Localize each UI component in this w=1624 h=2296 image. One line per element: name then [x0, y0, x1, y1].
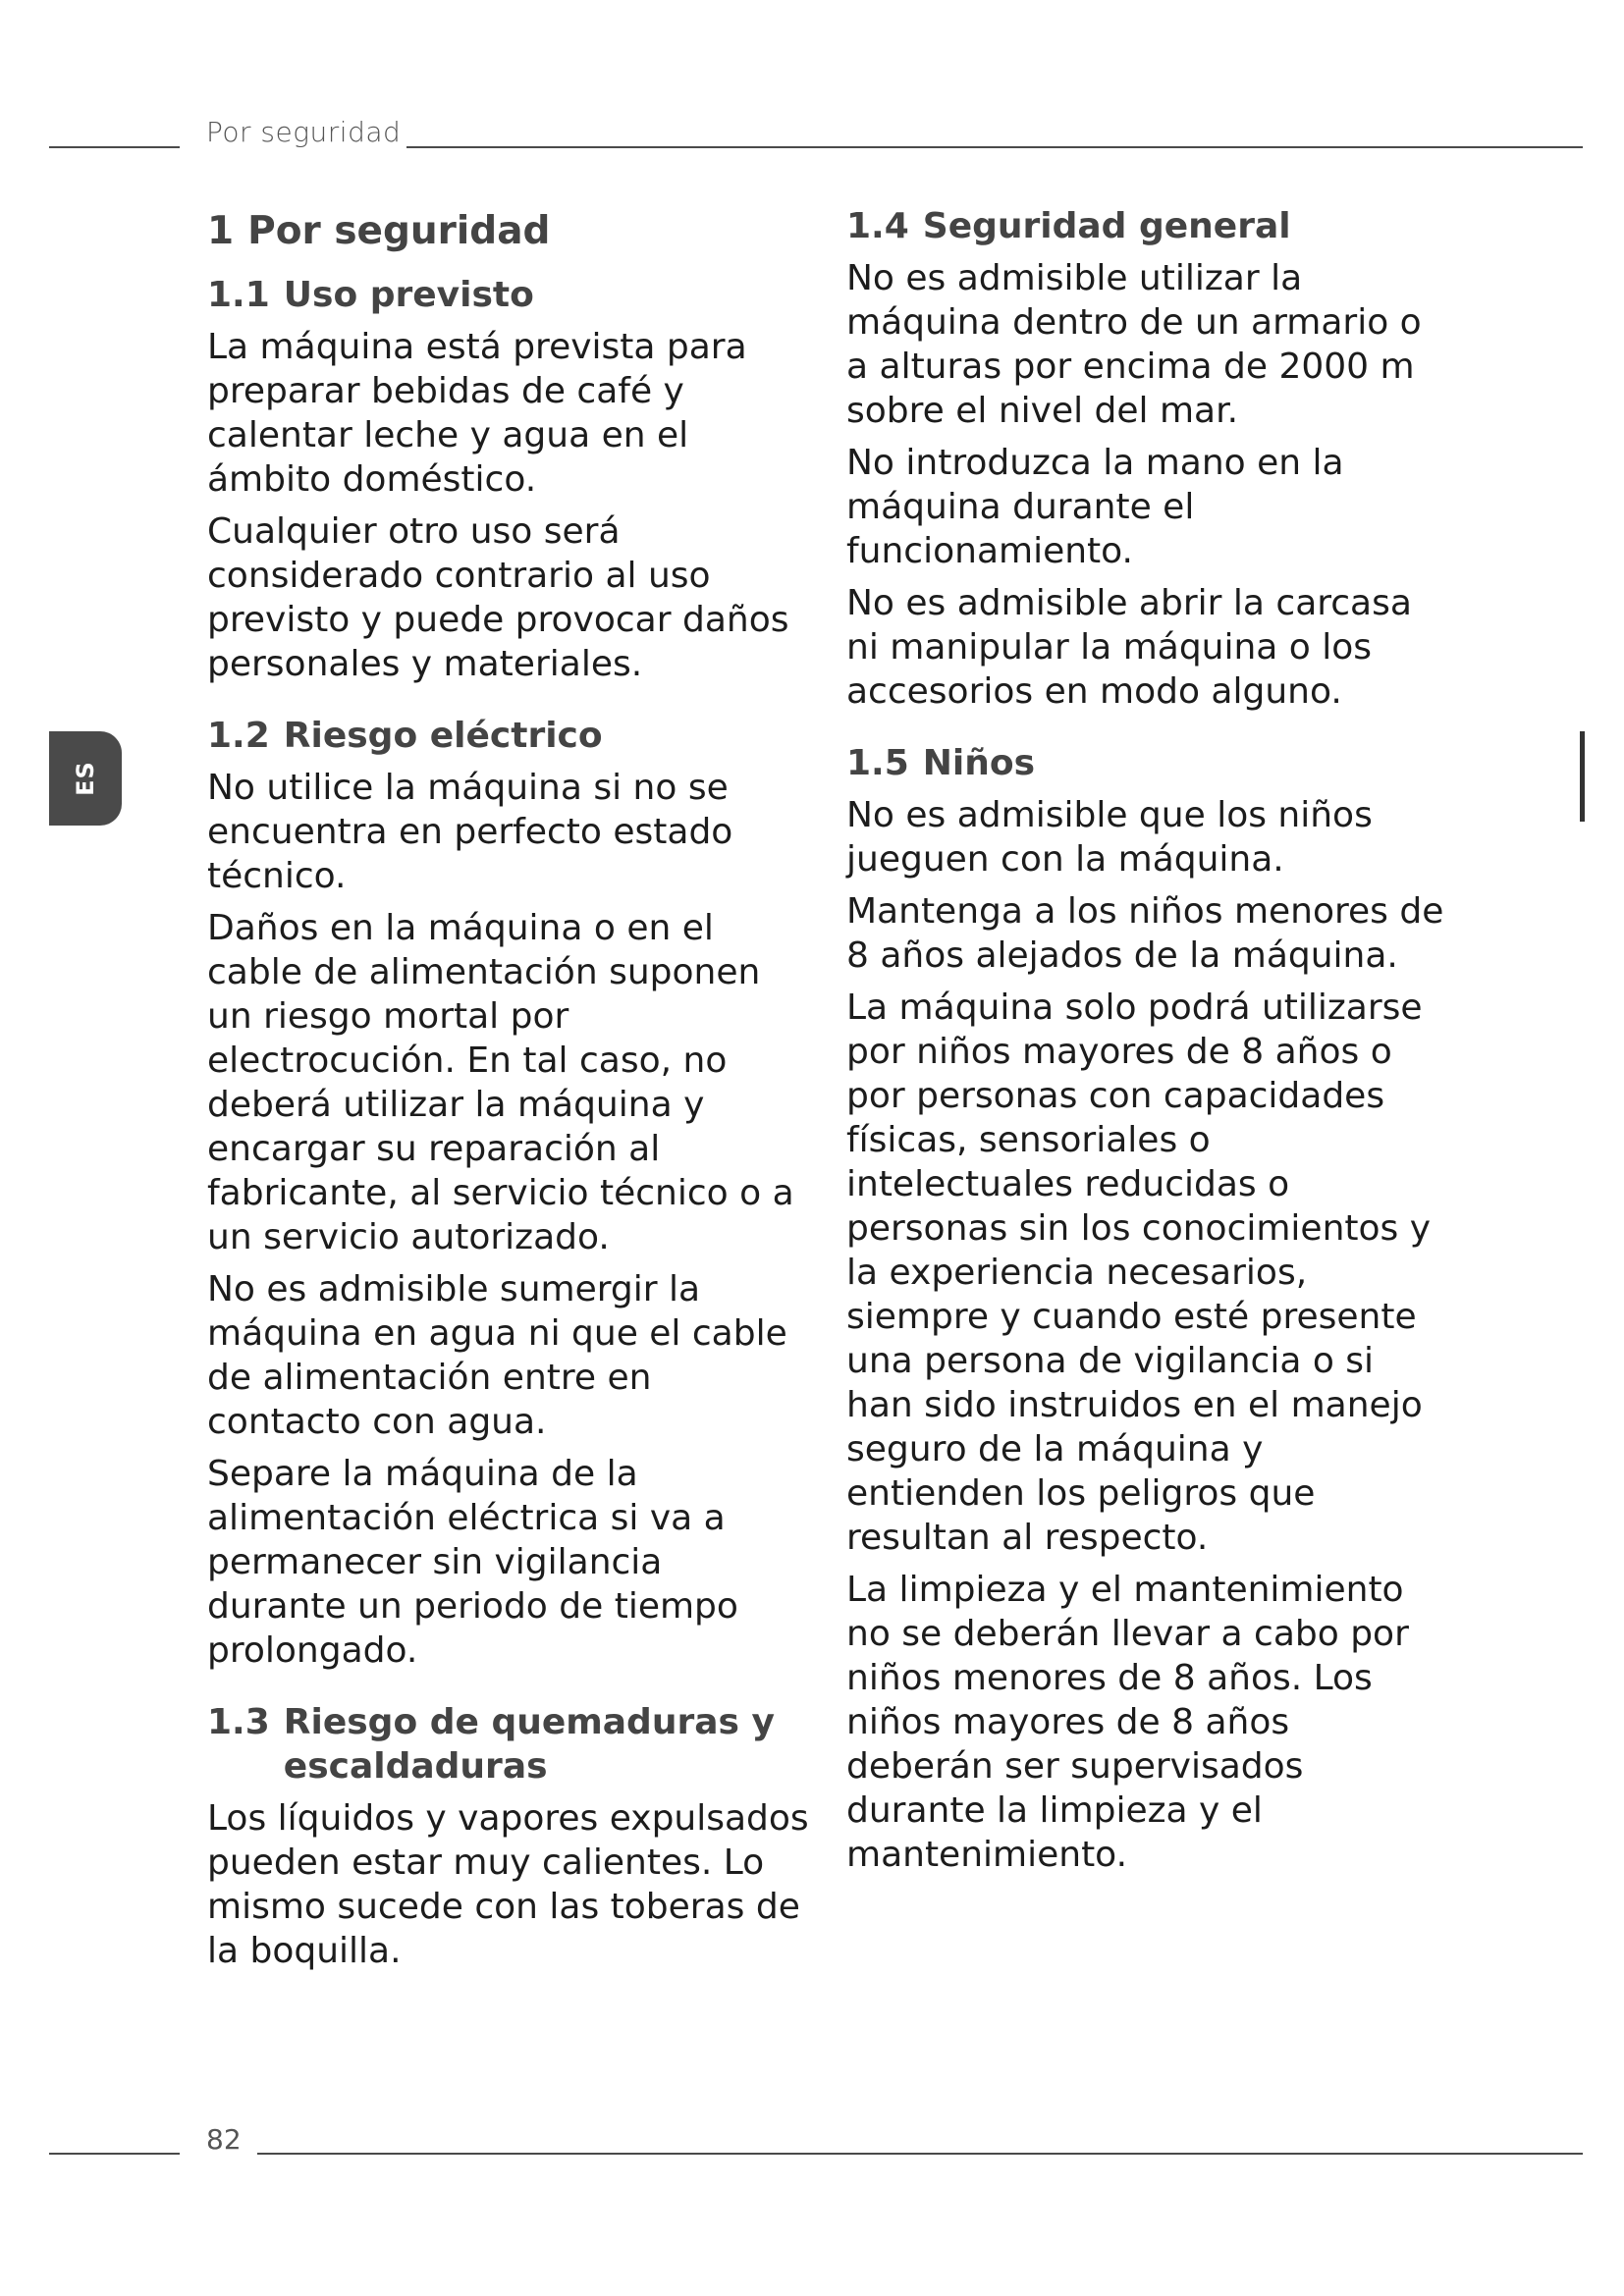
section-number: 1.4	[846, 206, 909, 246]
page-number: 82	[206, 2123, 242, 2156]
paragraph: No es admisible sumergir la máquina en agua ni que el cable de alimentación entre en contacto con agua.	[207, 1269, 787, 1442]
section-number: 1.1	[207, 275, 270, 315]
paragraph: Separe la máquina de la alimentación eléctrica si va a permanecer sin vigilancia durante un periodo de tiempo prolongado.	[207, 1454, 738, 1671]
running-header-title: Por seguridad	[206, 116, 402, 148]
section-title: Riesgo de quemaduras y escaldaduras	[283, 1702, 775, 1787]
section-electrical-risk	[207, 714, 811, 1673]
section-title: Niños	[922, 743, 1036, 783]
change-bar	[1580, 731, 1585, 822]
section-heading	[207, 1700, 811, 1789]
right-column	[846, 204, 1445, 1885]
language-tab	[49, 731, 122, 826]
section-heading	[846, 204, 1445, 248]
section-number: 1.3	[207, 1702, 270, 1742]
paragraph: No introduzca la mano en la máquina durante el funcionamiento.	[846, 443, 1344, 571]
paragraph: Daños en la máquina o en el cable de alimentación suponen un riesgo mortal por electrocución. En tal caso, no deberá utilizar la máquina y encargar su reparación al fabricante, al servicio técnico o a un servicio autorizado.	[207, 908, 794, 1257]
paragraph: No es admisible que los niños jueguen con la máquina.	[846, 795, 1373, 880]
section-title: Seguridad general	[922, 206, 1291, 246]
paragraph: Mantenga a los niños menores de 8 años alejados de la máquina.	[846, 891, 1444, 976]
section-title: Uso previsto	[283, 275, 534, 315]
footer-rule-left	[49, 2153, 180, 2155]
chapter-heading	[207, 204, 811, 259]
paragraph: La limpieza y el mantenimiento no se deberán llevar a cabo por niños menores de 8 años. Los niños mayores de 8 años deberán ser supervisados durante la limpieza y el mantenimiento.	[846, 1570, 1409, 1875]
section-intended-use	[207, 273, 811, 686]
section-title: Riesgo eléctrico	[283, 716, 603, 756]
paragraph: No es admisible abrir la carcasa ni manipular la máquina o los accesorios en modo alguno.	[846, 583, 1412, 712]
section-number: 1.5	[846, 743, 909, 783]
language-tab-label: ES	[72, 761, 99, 796]
section-general-safety	[846, 204, 1445, 714]
paragraph: La máquina solo podrá utilizarse por niños mayores de 8 años o por personas con capacidades físicas, sensoriales o intelectuales reducidas o personas sin los conocimientos y la experiencia necesarios, siempre y cuando esté presente una persona de vigilancia o si han sido instruidos en el manejo seguro de la máquina y entienden los peligros que resultan al respecto.	[846, 988, 1432, 1558]
header-rule-left	[49, 146, 180, 148]
paragraph: Los líquidos y vapores expulsados pueden estar muy calientes. Lo mismo sucede con las toberas de la boquilla.	[207, 1798, 809, 1971]
section-heading	[207, 273, 811, 317]
paragraph: No es admisible utilizar la máquina dentro de un armario o a alturas por encima de 2000 m sobre el nivel del mar.	[846, 258, 1422, 431]
header-rule-right	[406, 146, 1583, 148]
chapter-title: Por seguridad	[247, 209, 551, 253]
section-heading	[846, 741, 1445, 785]
section-number: 1.2	[207, 716, 270, 756]
section-children	[846, 741, 1445, 1877]
section-heading	[207, 714, 811, 758]
paragraph: La máquina está prevista para preparar bebidas de café y calentar leche y agua en el ámbito doméstico.	[207, 327, 747, 500]
footer-rule-right	[257, 2153, 1583, 2155]
section-burn-risk	[207, 1700, 811, 1973]
paragraph: No utilice la máquina si no se encuentra en perfecto estado técnico.	[207, 768, 733, 896]
paragraph: Cualquier otro uso será considerado contrario al uso previsto y puede provocar daños personales y materiales.	[207, 511, 789, 684]
left-column	[207, 204, 811, 1981]
chapter-number: 1	[207, 209, 235, 253]
